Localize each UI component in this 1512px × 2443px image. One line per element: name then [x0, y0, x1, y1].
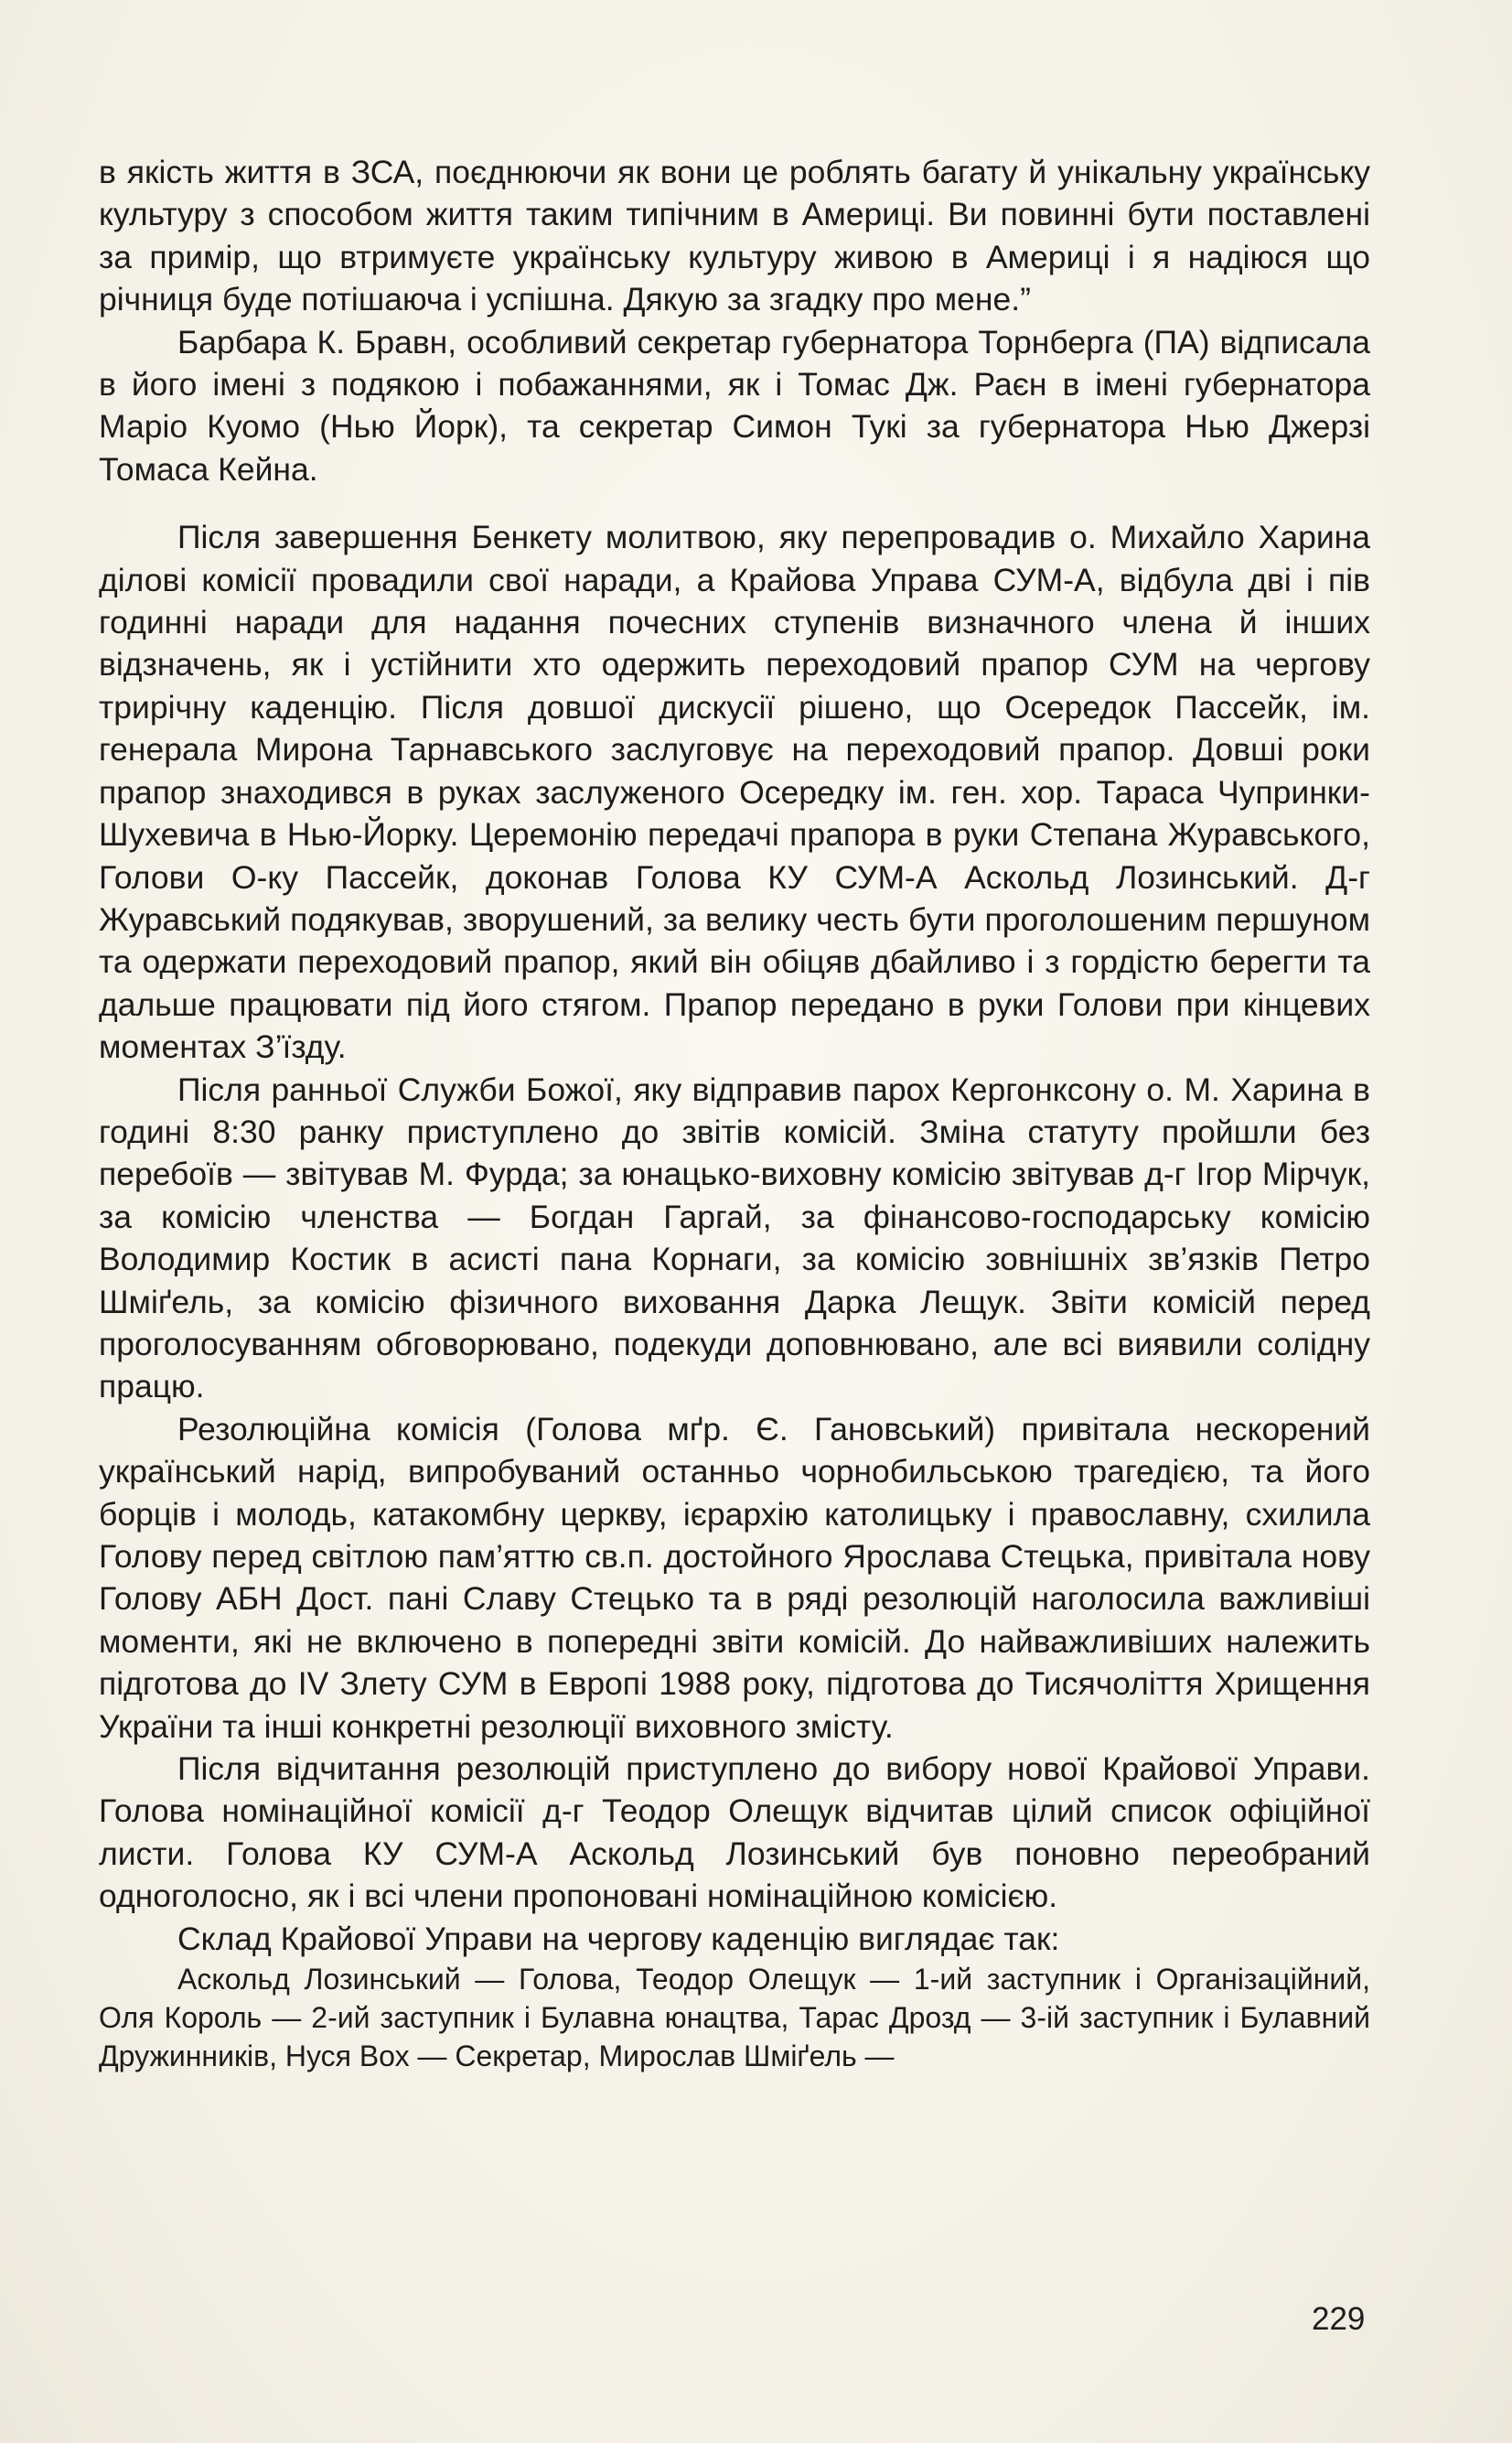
paragraph-commission-reports: Після ранньої Служби Божої, яку відправив парох Кергонксону о. М. Харина в годині 8:30 ранку приступлено до звітів комісій. Зміна статуту пройшли без перебоїв — звітував М. Фурда; за юнацько-виховну комісію звітував д-г Ігор Мірчук, за комісію членства — Богдан Гаргай, за фінансово-господарську комісію Володимир Костик в асисті пана Корнаги, за комісію зовнішніх зв’язків Петро Шміґель, за комісію фізичного виховання Дарка Лещук. Звіти комісій перед проголосуванням обговорювано, подекуди доповнювано, але всі виявили солідну працю.: [99, 1071, 1370, 1405]
paragraph-resolutions: Резолюційна комісія (Голова мґр. Є. Гановський) привітала нескорений український нарід, випробуваний останньо чорнобильською трагедією, та його борців і молодь, катакомбну церкву, ієрархію католицьку і православну, схилила Голову перед світлою пам’яттю св.п. достойного Ярослава Стецька, привітала нову Голову АБН Дост. пані Славу Стецько та в ряді резолюцій наголосила важливіші моменти, які не включено в попередні звіти комісій. До найважливіших належить підготова до IV Злету СУМ в Европі 1988 року, підготова до Тисячоліття Хрищення України та інші конкретні резолюції виховного змісту.: [99, 1410, 1370, 1745]
body-text: [99, 151, 1370, 2075]
paragraph-governor-replies: Барбара К. Бравн, особливий секретар губернатора Торнберга (ПА) відписала в його імені з подякою і побажаннями, як і Томас Дж. Раєн в імені губернатора Маріо Куомо (Нью Йорк), та секретар Симон Тукі за губернатора Нью Джерзі Томаса Кейна.: [99, 323, 1370, 488]
paragraph-board-intro: Склад Крайової Управи на чергову каденцію виглядає так:: [177, 1920, 1060, 1957]
paragraph-board-list: Аскольд Лозинський — Голова, Теодор Олещук — 1-ий заступник і Організаційний, Оля Король — 2-ий заступник і Булавна юнацтва, Тарас Дрозд — 3-ій заступник і Булавний Дружинників, Нуся Вох — Секретар, Мирослав Шміґель —: [99, 1963, 1370, 2073]
page-number: 229: [1312, 2301, 1366, 2337]
paragraph-election: Після відчитання резолюцій приступлено до вибору нової Крайової Управи. Голова номінаційної комісії д-г Теодор Олещук відчитав цілий список офіційної листи. Голова КУ СУМ-А Аскольд Лозинський був поновно переобраний одноголосно, як і всі члени пропоновані номінаційною комісією.: [99, 1750, 1370, 1915]
paragraph-letter-quote-end: в якість життя в ЗСА, поєднюючи як вони це роблять багату й унікальну українську культуру з способом життя таким типічним в Америці. Ви повинні бути поставлені за примір, що втримуєте українську культуру живою в Америці і я надіюся що річниця буде потішаюча і успішна. Дякую за згадку про мене.”: [99, 154, 1370, 318]
paragraph-banquet-flag: Після завершення Бенкету молитвою, яку перепровадив о. Михайло Харина ділові комісії провадили свої наради, а Крайова Управа СУМ-А, відбула дві і пів годинні наради для надання почесних ступенів визначного члена й інших відзначень, як і устійнити хто одержить переходовий прапор СУМ на чергову трирічну каденцію. Після довшої дискусії рішено, що Осередок Пассейк, ім. генерала Мирона Тарнавського заслуговує на переходовий прапор. Довші роки прапор знаходився в руках заслуженого Осередку ім. ген. хор. Тараса Чупринки-Шухевича в Нью-Йорку. Церемонію передачі прапора в руки Степана Журавського, Голови О-ку Пассейк, доконав Голова КУ СУМ-А Аскольд Лозинський. Д-г Журавський подякував, зворушений, за велику честь бути проголошеним першуном та одержати переходовий прапор, який він обіцяв дбайливо і з гордістю берегти та дальше працювати під його стягом. Прапор передано в руки Голови при кінцевих моментах З’їзду.: [99, 519, 1370, 1066]
